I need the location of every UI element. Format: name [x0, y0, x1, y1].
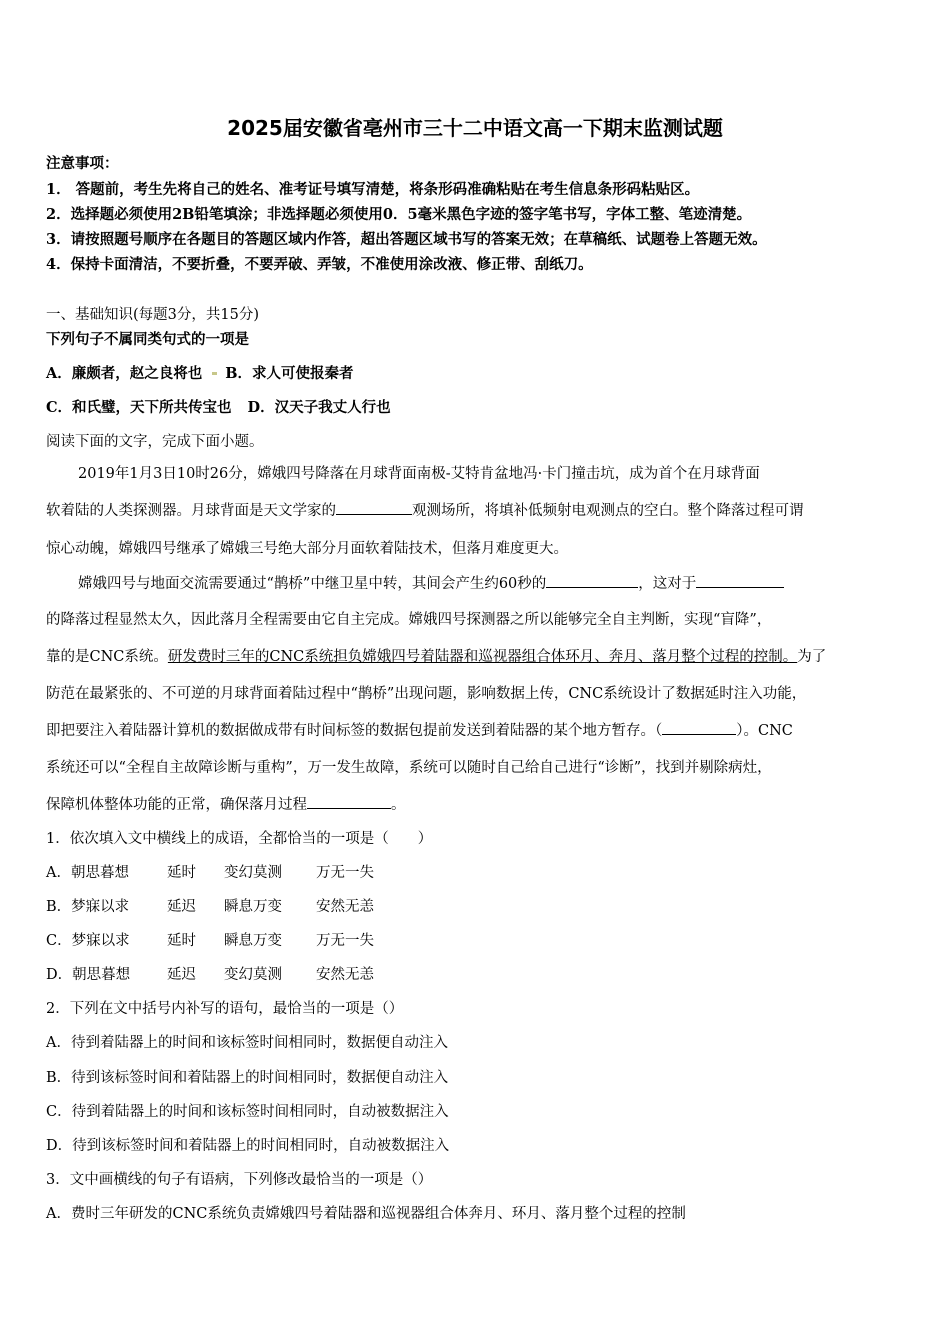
fill-blank [696, 573, 784, 588]
section1-question: 下列句子不属同类句式的一项是 [46, 331, 249, 348]
fill-blank [336, 500, 412, 515]
q1-option-b: B．梦寐以求 延迟 瞬息万变 安然无恙 [46, 899, 374, 915]
passage-line: 即把要注入着陆器计算机的数据做成带有时间标签的数据包提前发送到着陆器的某个地方暂存。（ ）。CNC [46, 719, 793, 740]
option-a: A．廉颇者，赵之良将也 [46, 365, 203, 382]
passage-line: 软着陆的人类探测器。月球背面是天文学家的 观测场所，将填补低频射电观测点的空白。整个降落过程可谓 [46, 499, 804, 520]
q2-option-d: D．待到该标签时间和着陆器上的时间相同时，自动被数据注入 [46, 1138, 450, 1154]
passage-line: 保障机体整体功能的正常，确保落月过程 。 [46, 793, 406, 814]
reading-intro: 阅读下面的文字，完成下面小题。 [46, 434, 264, 450]
section1-options-row2 [46, 396, 391, 417]
fill-blank [546, 573, 638, 588]
option-d: D．汉天子我丈人行也 [247, 399, 391, 416]
q1-stem: 1．依次填入文中横线上的成语，全都恰当的一项是（ ） [46, 831, 433, 847]
option-c: C．和氏璧，天下所共传宝也 [46, 399, 232, 416]
passage-line: 嫦娥四号与地面交流需要通过“鹊桥”中继卫星中转，其间会产生约60秒的 ，这对于 [78, 572, 784, 593]
q3-option-a: A．费时三年研发的CNC系统负责嫦娥四号着陆器和巡视器组合体奔月、环月、落月整个过程的控制 [46, 1206, 686, 1222]
notice-item-2: 2．选择题必须使用2B铅笔填涂；非选择题必须使用0．5毫米黑色字迹的签字笔书写，字体工整、笔迹清楚。 [46, 206, 752, 223]
passage-line: 2019年1月3日10时26分，嫦娥四号降落在月球背面南极-艾特肯盆地冯·卡门撞击坑，成为首个在月球背面 [78, 466, 760, 482]
passage-line: 的降落过程显然太久，因此落月全程需要由它自主完成。嫦娥四号探测器之所以能够完全自主判断，实现“盲降”， [46, 612, 772, 628]
q3-stem: 3．文中画横线的句子有语病，下列修改最恰当的一项是（） [46, 1172, 433, 1188]
q2-option-c: C．待到着陆器上的时间和该标签时间相同时，自动被数据注入 [46, 1104, 449, 1120]
notice-item-3: 3．请按照题号顺序在各题目的答题区域内作答，超出答题区域书写的答案无效；在草稿纸、试题卷上答题无效。 [46, 231, 767, 248]
passage-line: 防范在最紧张的、不可逆的月球背面着陆过程中“鹊桥”出现问题，影响数据上传，CNC系统设计了数据延时注入功能， [46, 686, 807, 702]
passage-line: 惊心动魄，嫦娥四号继承了嫦娥三号绝大部分月面软着陆技术，但落月难度更大。 [46, 541, 568, 557]
q2-option-b: B．待到该标签时间和着陆器上的时间相同时，数据便自动注入 [46, 1070, 449, 1086]
q1-option-c: C．梦寐以求 延时 瞬息万变 万无一失 [46, 933, 374, 949]
marker-dot [212, 372, 217, 375]
notice-item-4: 4．保持卡面清洁，不要折叠，不要弄破、弄皱，不准使用涂改液、修正带、刮纸刀。 [46, 256, 593, 273]
q1-option-d: D．朝思暮想 延迟 变幻莫测 安然无恙 [46, 967, 374, 983]
q1-option-a: A．朝思暮想 延时 变幻莫测 万无一失 [46, 865, 374, 881]
page-title: 2025届安徽省亳州市三十二中语文高一下期末监测试题 [227, 116, 723, 140]
section1-options-row1 [46, 362, 354, 383]
q2-option-a: A．待到着陆器上的时间和该标签时间相同时，数据便自动注入 [46, 1035, 448, 1051]
option-b: B．求人可使报秦者 [225, 365, 354, 382]
notice-item-1: 1． 答题前，考生先将自己的姓名、准考证号填写清楚，将条形码准确粘贴在考生信息条形码粘贴区。 [46, 181, 700, 198]
underlined-sentence: 研发费时三年的CNC系统担负嫦娥四号着陆器和巡视器组合体环月、奔月、落月整个过程的控制。 [167, 649, 798, 665]
passage-line: 系统还可以“全程自主故障诊断与重构”，万一发生故障，系统可以随时自己给自己进行“诊断”，找到并剔除病灶， [46, 760, 772, 776]
section1-heading: 一、基础知识(每题3分，共15分) [46, 307, 259, 323]
fill-blank [307, 794, 391, 809]
notice-heading: 注意事项： [46, 155, 119, 172]
q2-stem: 2．下列在文中括号内补写的语句，最恰当的一项是（） [46, 1001, 404, 1017]
passage-line: 靠的是CNC系统。研发费时三年的CNC系统担负嫦娥四号着陆器和巡视器组合体环月、奔月、落月整个过程的控制。为了 [46, 649, 827, 665]
fill-blank [662, 720, 736, 735]
